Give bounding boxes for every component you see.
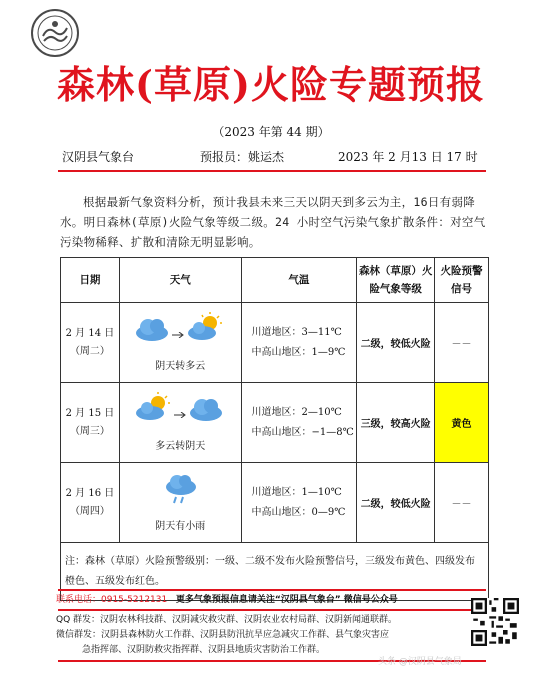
meteorological-logo-icon <box>30 8 80 58</box>
office-name: 汉阴县气象台 <box>62 150 135 164</box>
contact-phone: 联系电话：0915-5212131 <box>56 595 168 605</box>
row-temp-cell <box>241 303 357 383</box>
follow-notice: 更多气象预报信息请关注“汉阴县气象台” 微信号公众号 <box>175 595 398 605</box>
wechat-groups-line1: 微信群发：汉阴县森林防火工作群、汉阴县防汛抗旱应急减灾工作群、县气象灾害应 <box>56 630 390 640</box>
wechat-groups-line2: 急指挥部、汉阴防救灾指挥群、汉阴县地质灾害防治工作群。 <box>82 645 326 655</box>
row-temp-cell <box>241 383 357 463</box>
row-weather-cell <box>119 383 241 463</box>
issue-number: （2023 年第 44 期） <box>212 125 330 139</box>
header-level-line1: 森林（草原）火 <box>358 265 433 277</box>
partly-cloudy-icon <box>134 392 172 422</box>
light-rain-icon <box>163 472 199 506</box>
page-title: 森林(草原)火险专题预报 <box>57 62 485 107</box>
fire-signal: －－ <box>435 463 489 543</box>
qr-code <box>471 598 519 646</box>
header-level <box>357 258 435 303</box>
weather-label: 多云转阴天 <box>155 440 206 452</box>
cloudy-icon <box>188 396 224 422</box>
fire-level: 二级，较低火险 <box>357 463 435 543</box>
table-note: 注：森林（草原）火险预警级别：一级、二级不发布火险预警信号，三级发布黄色、四级发布橙色、五级发布红色。 <box>61 543 489 601</box>
table-row <box>61 303 489 383</box>
temp-mountain: 中高山地区：−1—8℃ <box>251 426 354 438</box>
header-level-line2: 险气象等级 <box>369 283 422 295</box>
arrow-icon <box>174 412 186 418</box>
header-weather: 天气 <box>119 258 241 303</box>
forecaster: 预报员：姚运杰 <box>200 150 285 164</box>
watermark: 头条 @汉阴县气象局 <box>378 657 462 667</box>
fire-signal: 黄色 <box>435 383 489 463</box>
row-date: 2 月 15 日 <box>65 407 115 419</box>
header-signal <box>435 258 489 303</box>
row-weekday: （周四） <box>69 505 110 517</box>
table-header-row <box>61 258 489 303</box>
temp-mountain: 中高山地区：0—9℃ <box>251 506 346 518</box>
meta-row <box>62 148 492 168</box>
fire-signal: －－ <box>435 303 489 383</box>
row-weekday: （周三） <box>69 425 110 437</box>
divider-footer-mid <box>58 609 486 611</box>
row-date-cell <box>61 463 120 543</box>
header-date: 日期 <box>61 258 120 303</box>
temp-valley: 川道地区：3—11℃ <box>251 326 342 338</box>
row-date-cell <box>61 303 120 383</box>
temp-valley: 川道地区：2—10℃ <box>251 406 342 418</box>
row-weekday: （周二） <box>69 345 110 357</box>
table-row <box>61 463 489 543</box>
intro-paragraph: 根据最新气象资料分析，预计我县未来三天以阴天到多云为主，16日有弱降水。明日森林(草原)火险气象等级二级。24 小时空气污染气象扩散条件：对空气污染物稀释、扩散和清除无明显影响。 <box>60 195 486 249</box>
fire-level: 二级，较低火险 <box>357 303 435 383</box>
cloudy-icon <box>134 316 170 342</box>
header-signal-line2: 信号 <box>451 283 473 295</box>
row-date: 2 月 16 日 <box>65 487 115 499</box>
arrow-icon <box>172 332 184 338</box>
table-row <box>61 383 489 463</box>
row-weather-cell <box>119 303 241 383</box>
forecast-table <box>60 257 489 601</box>
row-date-cell <box>61 383 120 463</box>
qq-groups: QQ 群发：汉阴农林科技群、汉阴减灾救灾群、汉阴农业农村局群、汉阴新闻通联群。 <box>56 615 398 625</box>
issue-date: 2023 年 2 月13 日 17 时 <box>338 150 478 164</box>
divider-footer-top <box>58 589 486 591</box>
contact-line <box>56 593 476 608</box>
row-temp-cell <box>241 463 357 543</box>
header-temp: 气温 <box>241 258 357 303</box>
row-weather-cell <box>119 463 241 543</box>
weather-label: 阴天有小雨 <box>155 520 206 532</box>
divider-top <box>58 170 486 172</box>
row-date: 2 月 14 日 <box>65 327 115 339</box>
note-row <box>61 543 489 601</box>
temp-valley: 川道地区：1—10℃ <box>251 486 342 498</box>
temp-mountain: 中高山地区：1—9℃ <box>251 346 346 358</box>
weather-label: 阴天转多云 <box>155 360 206 372</box>
partly-cloudy-icon <box>186 312 224 342</box>
fire-level: 三级，较高火险 <box>357 383 435 463</box>
header-signal-line1: 火险预警 <box>440 265 483 277</box>
